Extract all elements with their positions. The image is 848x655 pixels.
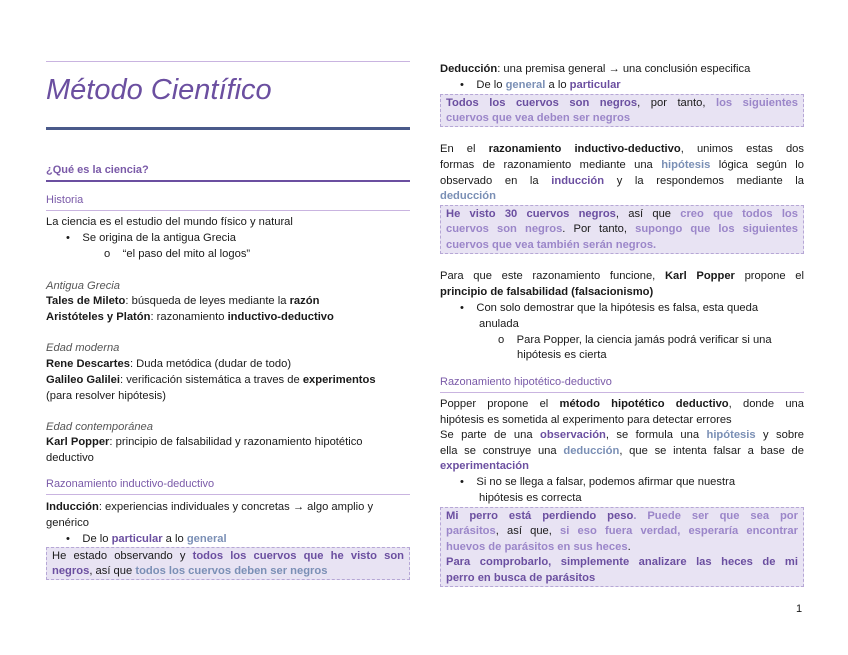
karl-text: : principio de falsabilidad y razonamiento hipotético — [109, 436, 363, 448]
tales-text: : búsqueda de leyes mediante la — [125, 295, 290, 307]
combo-box-l1c: creo que todos los — [680, 208, 798, 220]
rhd-example-box — [440, 507, 804, 587]
ind-box-line1 — [52, 549, 404, 564]
deduccion-example-box — [440, 94, 804, 127]
rhd-box-l3: huevos de parásitos en sus heces — [446, 540, 628, 553]
ind-bullet-mid: a lo — [162, 533, 187, 545]
combo-box-l1a: He visto 30 cuervos negros — [446, 208, 616, 220]
rhd-heading: Razonamiento hipotético-deductivo — [440, 376, 612, 388]
galileo-line2: (para resolver hipótesis) — [46, 390, 167, 402]
gal-text: : verificación sistemática a traves de — [120, 374, 303, 386]
combo-l3b: inducción — [551, 175, 605, 187]
combo-line4: deducción — [440, 190, 496, 202]
rhd-box-l2a: parásitos — [446, 525, 496, 538]
gal-name: Galileo Galilei — [46, 374, 120, 386]
ind-box-line2 — [52, 564, 404, 579]
contemporanea-heading: Edad contemporánea — [46, 421, 153, 433]
tales-line — [46, 294, 319, 310]
rhd-l3e: y sobre — [755, 429, 805, 441]
popper-l1b: Karl Popper — [664, 270, 735, 282]
tales-bold: razón — [289, 295, 320, 307]
combo-example-box — [440, 205, 804, 254]
combo-l2a: formas de razonamiento mediante una — [440, 159, 662, 171]
ind-bullet-b: general — [186, 533, 227, 545]
rhd-l3b: observación — [539, 429, 606, 441]
popper-bullet: • Con solo demostrar que la hipótesis es falsa, esta queda — [460, 302, 759, 314]
historia-line: La ciencia es el estudio del mundo físico y natural — [46, 216, 293, 228]
ded-text: : una premisa general → una conclusión especifica — [497, 63, 751, 75]
rhd-l1b: método hipotético deductivo — [559, 398, 729, 410]
induccion-example-box — [46, 547, 410, 580]
rhd-box-line3 — [446, 540, 798, 555]
ded-bold: Deducción — [440, 63, 498, 75]
page-number: 1 — [796, 603, 803, 615]
popper-l1c: propone el — [734, 270, 804, 282]
ded-bullet-pre: De lo — [476, 79, 506, 91]
induccion-line — [46, 500, 373, 516]
rhd-box-l1a: Mi perro está perdiendo peso — [446, 510, 634, 522]
induccion-bullet: • De lo particular a lo general — [66, 533, 227, 545]
rene-name: Rene Descartes — [46, 358, 130, 370]
question-rule — [46, 180, 410, 182]
popper-sub: o Para Popper, la ciencia jamás podrá verificar si una — [498, 334, 772, 346]
popper-sub-cont: hipótesis es cierta — [517, 349, 607, 361]
rhd-bullet-a: Si no se llega a falsar, podemos afirmar que nuestra — [476, 476, 736, 488]
rhd-l3c: , se formula una — [605, 429, 707, 441]
aris-name: Aristóteles y Platón — [46, 311, 151, 323]
historia-bullet-text: Se origina de la antigua Grecia — [82, 232, 236, 244]
ded-box-d: cuervos que vea deben ser negros — [446, 112, 631, 125]
combo-l1c: , unimos estas dos — [680, 143, 805, 155]
rhd-box-l1b: . Puede ser que sea por — [633, 510, 798, 522]
tales-name: Tales de Mileto — [46, 295, 126, 307]
aris-line — [46, 310, 334, 326]
induccion-text: : experiencias individuales y concretas → algo amplio y — [98, 501, 374, 513]
ind-box-c: negros — [52, 565, 90, 578]
combo-l2b: hipótesis — [661, 159, 711, 171]
ded-bullet-mid: a lo — [545, 79, 570, 91]
popper-sub-a: Para Popper, la ciencia jamás podrá verificar si una — [516, 334, 772, 346]
ind-box-a: He estado observando y — [52, 550, 193, 562]
rhd-l4b: deducción — [563, 445, 620, 457]
combo-line2 — [440, 158, 804, 174]
popper-bullet-a: Con solo demostrar que la hipótesis es falsa, esta queda — [476, 302, 759, 314]
combo-box-line2 — [446, 222, 798, 237]
gal-bold: experimentos — [302, 374, 376, 386]
combo-box-l2a: cuervos son negros — [446, 223, 563, 236]
combo-line3 — [440, 174, 804, 190]
rhd-line5: experimentación — [440, 460, 529, 472]
rhd-box-l5: perro en busca de parásitos — [446, 571, 596, 584]
ind-bullet-a: particular — [111, 533, 163, 545]
title-rule — [46, 127, 410, 130]
rhd-line1 — [440, 397, 804, 413]
combo-l3c: y la respondemos mediante la — [604, 175, 804, 187]
rhd-l4a: ella se construye una — [440, 445, 564, 457]
rhd-l4c: , que se intenta falsar a base de — [619, 445, 804, 457]
rhd-l3a: Se parte de una — [440, 429, 540, 441]
rhd-l1c: , donde una — [728, 398, 804, 410]
combo-l2c: lógica según lo — [710, 159, 805, 171]
rhd-rule — [440, 392, 804, 393]
ded-bullet-a: general — [505, 79, 546, 91]
rene-line — [46, 357, 291, 373]
rhd-line3 — [440, 428, 804, 444]
ded-bullet-b: particular — [569, 79, 621, 91]
combo-box-l1b: , así que — [615, 208, 681, 220]
rid-rule — [46, 494, 410, 495]
rhd-box-l2c: si eso fuera verdad, esperaría encontrar — [560, 525, 798, 538]
rhd-box-l2b: , así que, — [495, 525, 561, 538]
historia-sub-text: “el paso del mito al logos” — [122, 248, 251, 260]
ded-box-c: los siguientes — [715, 97, 798, 109]
rhd-l1a: Popper propone el — [440, 398, 560, 410]
ind-bullet-pre: De lo — [82, 533, 112, 545]
page-title: Método Científico — [46, 74, 272, 106]
popper-line1 — [440, 269, 804, 285]
rhd-bullet: • Si no se llega a falsar, podemos afirmar que nuestra — [460, 476, 736, 488]
popper-line2: principio de falsabilidad (falsacionismo) — [440, 286, 654, 298]
combo-box-l3: cuervos que vea también serán negros. — [446, 238, 657, 251]
combo-box-line1 — [446, 207, 798, 222]
combo-l3a: observado en la — [440, 175, 552, 187]
karl-name: Karl Popper — [46, 436, 110, 448]
ind-box-d: , así que — [89, 565, 136, 578]
historia-sub: o “el paso del mito al logos” — [104, 248, 251, 260]
rhd-bullet-cont: hipótesis es correcta — [479, 492, 582, 504]
combo-box-l2b: . Por tanto, — [562, 223, 636, 236]
historia-rule — [46, 210, 410, 211]
aris-text: : razonamiento — [150, 311, 228, 323]
combo-line1 — [440, 142, 804, 158]
rhd-box-line2 — [446, 524, 798, 539]
popper-bullet-cont: anulada — [479, 318, 519, 330]
deduccion-line — [440, 62, 750, 78]
rene-text: : Duda metódica (dudar de todo) — [129, 358, 292, 370]
ind-box-e: todos los cuervos deben ser negros — [135, 565, 328, 578]
rhd-l3d: hipótesis — [706, 429, 756, 441]
aris-bold: inductivo-deductivo — [227, 311, 334, 323]
historia-bullet: • Se origina de la antigua Grecia — [66, 232, 236, 244]
ded-box-line1 — [446, 96, 798, 111]
combo-box-l2c: supongo que los siguientes — [635, 223, 798, 236]
ded-box-b: , por tanto, — [637, 97, 716, 109]
combo-l1a: En el — [440, 143, 489, 155]
ind-box-b: todos los cuervos que he visto son — [192, 550, 405, 562]
ded-box-a: Todos los cuervos son negros — [446, 97, 638, 109]
induccion-bold: Inducción — [46, 501, 99, 513]
induccion-line2: genérico — [46, 517, 89, 529]
moderna-heading: Edad moderna — [46, 342, 120, 354]
rhd-line2: hipótesis es sometida al experimento para detectar errores — [440, 414, 732, 426]
popper-l1a: Para que este razonamiento funcione, — [440, 270, 665, 282]
rhd-box-l3b: . — [627, 540, 631, 553]
rhd-box-line1 — [446, 509, 798, 524]
galileo-line — [46, 373, 376, 389]
rhd-box-l4: Para comprobarlo, simplemente analizare las heces de mi — [446, 556, 798, 569]
karl-line2: deductivo — [46, 452, 94, 464]
rhd-line4 — [440, 444, 804, 460]
deduccion-bullet: • De lo general a lo particular — [460, 79, 621, 91]
antigua-heading: Antigua Grecia — [46, 280, 121, 292]
top-rule — [46, 61, 410, 62]
rid-heading: Razonamiento inductivo-deductivo — [46, 478, 215, 490]
historia-heading: Historia — [46, 194, 84, 206]
question-heading: ¿Qué es la ciencia? — [46, 164, 149, 176]
karl-line — [46, 435, 363, 451]
combo-l1b: razonamiento inductivo-deductivo — [488, 143, 681, 155]
